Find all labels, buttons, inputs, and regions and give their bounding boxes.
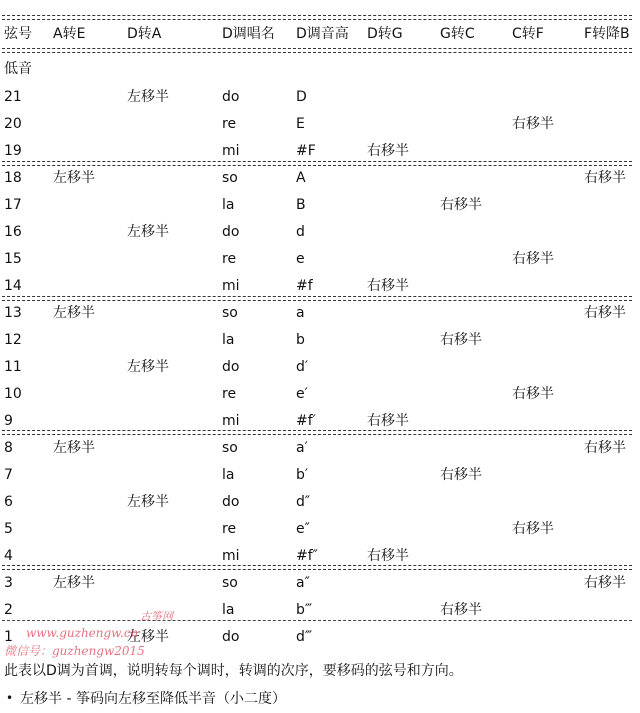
cell-solfege: la — [222, 602, 235, 618]
header-d-to-g: D转G — [367, 26, 403, 42]
bullet-icon: • — [6, 691, 14, 705]
cell-solfege: la — [222, 467, 235, 483]
section-label-bass: 低音 — [4, 61, 32, 77]
table-row — [0, 354, 640, 380]
cell-pitch: d — [296, 224, 305, 240]
cell-string-number: 6 — [4, 494, 13, 510]
header-row — [0, 21, 640, 47]
cell-a-to-e: 左移半 — [53, 440, 95, 456]
table-description: 此表以D调为首调，说明转每个调时，转调的次序，要移码的弦号和方向。 — [4, 663, 463, 679]
cell-string-number: 7 — [4, 467, 13, 483]
cell-pitch: A — [296, 170, 306, 186]
cell-solfege: do — [222, 359, 240, 375]
cell-string-number: 20 — [4, 116, 22, 132]
cell-d-to-g: 右移半 — [367, 548, 409, 564]
cell-c-to-f: 右移半 — [512, 251, 554, 267]
cell-d-to-a: 左移半 — [127, 224, 169, 240]
cell-solfege: so — [222, 305, 238, 321]
cell-d-to-a: 左移半 — [127, 629, 169, 645]
group-divider — [2, 565, 632, 570]
cell-f-to-bflat: 右移半 — [584, 575, 626, 591]
cell-g-to-c: 右移半 — [440, 467, 482, 483]
cell-f-to-bflat: 右移半 — [584, 440, 626, 456]
cell-string-number: 21 — [4, 89, 22, 105]
cell-string-number: 10 — [4, 386, 22, 402]
watermark-site-name: 古筝网 — [140, 610, 173, 623]
table-row — [0, 570, 640, 596]
cell-pitch: e′ — [296, 386, 308, 402]
header-double-divider — [2, 48, 632, 53]
cell-solfege: re — [222, 386, 237, 402]
table-row — [0, 111, 640, 137]
cell-solfege: la — [222, 197, 235, 213]
cell-a-to-e: 左移半 — [53, 575, 95, 591]
cell-solfege: mi — [222, 548, 240, 564]
bottom-divider — [2, 620, 632, 621]
cell-string-number: 16 — [4, 224, 22, 240]
cell-pitch: a — [296, 305, 305, 321]
table-row — [0, 246, 640, 272]
legend-left-shift: 左移半 - 筝码向左移至降低半音（小二度） — [20, 691, 286, 707]
header-a-to-e: A转E — [53, 26, 86, 42]
table-row — [0, 327, 640, 353]
cell-string-number: 8 — [4, 440, 13, 456]
cell-string-number: 18 — [4, 170, 22, 186]
cell-solfege: re — [222, 251, 237, 267]
cell-pitch: a′ — [296, 440, 308, 456]
cell-c-to-f: 右移半 — [512, 386, 554, 402]
header-d-pitch: D调音高 — [296, 26, 349, 42]
table-row — [0, 381, 640, 407]
cell-pitch: b‴ — [296, 602, 313, 618]
table-row — [0, 435, 640, 461]
cell-d-to-g: 右移半 — [367, 143, 409, 159]
table-row — [0, 192, 640, 218]
cell-solfege: mi — [222, 143, 240, 159]
cell-string-number: 3 — [4, 575, 13, 591]
table-row — [0, 165, 640, 191]
cell-solfege: so — [222, 440, 238, 456]
cell-pitch: b — [296, 332, 305, 348]
cell-pitch: #F — [296, 143, 316, 159]
watermark-url: www.guzhengw.cn — [26, 626, 139, 640]
cell-string-number: 12 — [4, 332, 22, 348]
cell-string-number: 2 — [4, 602, 13, 618]
cell-solfege: do — [222, 494, 240, 510]
top-double-divider — [2, 15, 632, 20]
cell-a-to-e: 左移半 — [53, 170, 95, 186]
table-row — [0, 219, 640, 245]
cell-solfege: do — [222, 89, 240, 105]
cell-c-to-f: 右移半 — [512, 521, 554, 537]
cell-string-number: 17 — [4, 197, 22, 213]
cell-solfege: do — [222, 224, 240, 240]
cell-solfege: re — [222, 521, 237, 537]
cell-pitch: d′ — [296, 359, 309, 375]
cell-string-number: 4 — [4, 548, 13, 564]
header-d-solfege: D调唱名 — [222, 26, 275, 42]
cell-solfege: mi — [222, 278, 240, 294]
cell-d-to-a: 左移半 — [127, 359, 169, 375]
cell-f-to-bflat: 右移半 — [584, 305, 626, 321]
cell-string-number: 14 — [4, 278, 22, 294]
group-divider — [2, 430, 632, 435]
cell-string-number: 11 — [4, 359, 22, 375]
cell-f-to-bflat: 右移半 — [584, 170, 626, 186]
cell-solfege: do — [222, 629, 240, 645]
cell-string-number: 9 — [4, 413, 13, 429]
cell-solfege: mi — [222, 413, 240, 429]
cell-pitch: e″ — [296, 521, 310, 537]
cell-pitch: b′ — [296, 467, 309, 483]
header-g-to-c: G转C — [440, 26, 475, 42]
cell-c-to-f: 右移半 — [512, 116, 554, 132]
cell-pitch: d″ — [296, 494, 311, 510]
cell-solfege: so — [222, 170, 238, 186]
cell-pitch: E — [296, 116, 305, 132]
cell-solfege: la — [222, 332, 235, 348]
cell-string-number: 15 — [4, 251, 22, 267]
cell-pitch: e — [296, 251, 305, 267]
cell-d-to-g: 右移半 — [367, 413, 409, 429]
table-row — [0, 462, 640, 488]
cell-d-to-a: 左移半 — [127, 494, 169, 510]
cell-pitch: a″ — [296, 575, 310, 591]
cell-g-to-c: 右移半 — [440, 197, 482, 213]
group-divider — [2, 296, 632, 301]
cell-string-number: 1 — [4, 629, 13, 645]
table-row — [0, 516, 640, 542]
cell-pitch: D — [296, 89, 307, 105]
cell-a-to-e: 左移半 — [53, 305, 95, 321]
cell-pitch: #f″ — [296, 548, 318, 564]
header-c-to-f: C转F — [512, 26, 544, 42]
cell-string-number: 5 — [4, 521, 13, 537]
cell-g-to-c: 右移半 — [440, 602, 482, 618]
watermark-wechat: 微信号：guzhengw2015 — [4, 644, 145, 658]
table-row — [0, 489, 640, 515]
header-f-to-bflat: F转降B — [584, 26, 630, 42]
header-string-number: 弦号 — [4, 26, 32, 42]
cell-pitch: #f′ — [296, 413, 316, 429]
group-divider — [2, 161, 632, 166]
cell-d-to-g: 右移半 — [367, 278, 409, 294]
cell-string-number: 13 — [4, 305, 22, 321]
cell-pitch: d‴ — [296, 629, 313, 645]
header-d-to-a: D转A — [127, 26, 162, 42]
cell-d-to-a: 左移半 — [127, 89, 169, 105]
cell-solfege: re — [222, 116, 237, 132]
cell-pitch: #f — [296, 278, 313, 294]
cell-g-to-c: 右移半 — [440, 332, 482, 348]
table-row — [0, 84, 640, 110]
cell-pitch: B — [296, 197, 306, 213]
table-row — [0, 300, 640, 326]
cell-string-number: 19 — [4, 143, 22, 159]
section-label-row — [0, 56, 640, 82]
cell-solfege: so — [222, 575, 238, 591]
